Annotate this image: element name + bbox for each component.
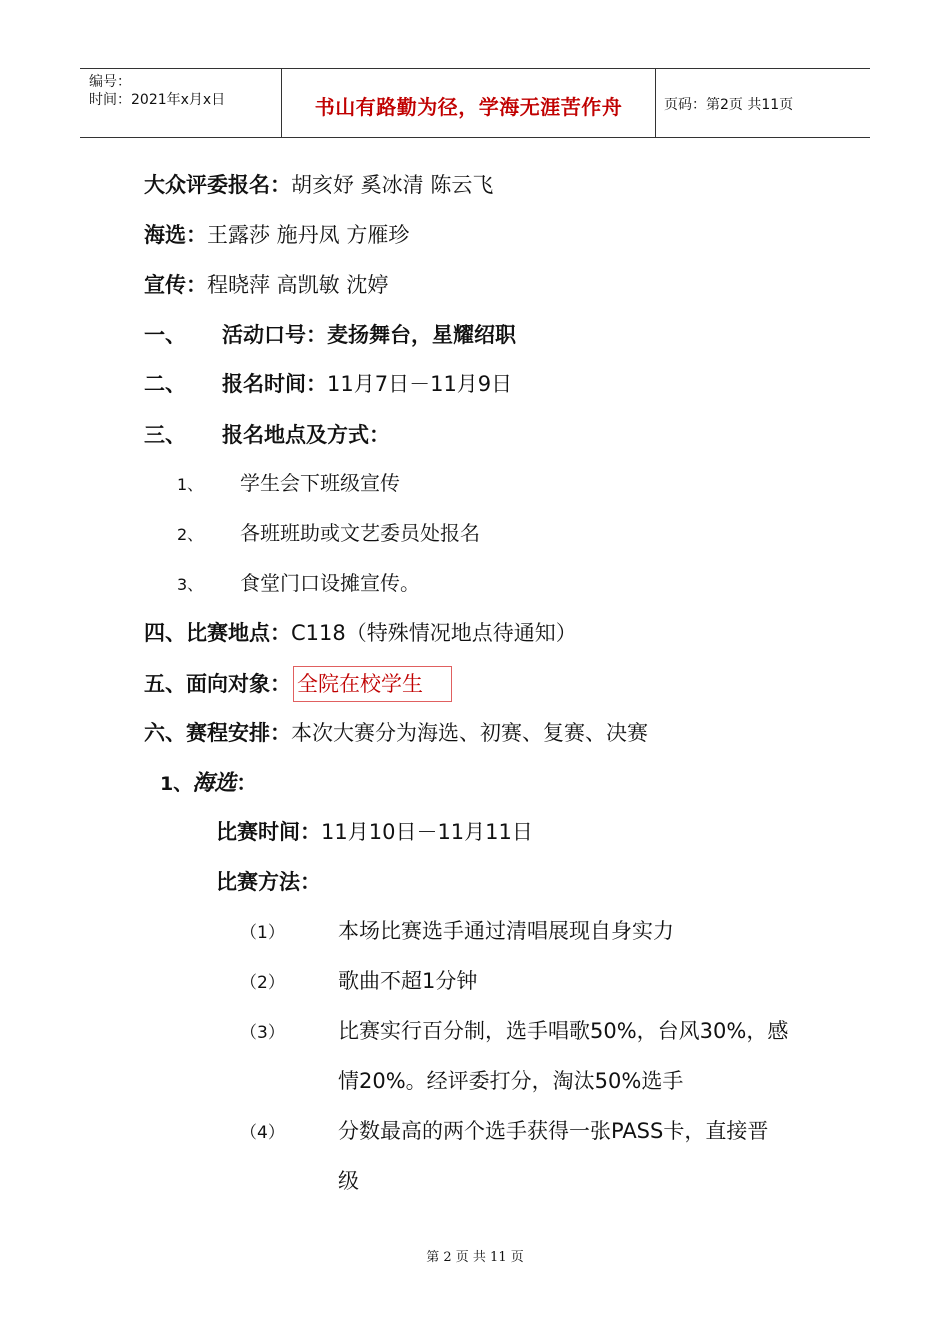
method-number: 2、 xyxy=(177,525,204,544)
rule-text: 情20%。经评委打分，淘汰50%选手 xyxy=(338,1069,684,1093)
subsection-number: 1、 xyxy=(160,773,193,795)
method-text: 各班班助或文艺委员处报名 xyxy=(240,521,480,545)
judges-names: 胡亥妤 奚冰清 陈云飞 xyxy=(291,173,494,197)
section-venue xyxy=(144,619,577,647)
section-schedule xyxy=(144,719,648,747)
method-item xyxy=(177,569,420,599)
header-motto-cell xyxy=(281,69,656,137)
promo-label: 宣传： xyxy=(144,273,207,297)
promo-staff-line xyxy=(144,271,388,299)
schedule-value: 本次大赛分为海选、初赛、复赛、决赛 xyxy=(291,721,648,745)
signup-place-title: 报名地点及方式： xyxy=(222,423,390,447)
method-item xyxy=(177,519,480,549)
match-method-label: 比赛方法： xyxy=(216,870,321,894)
rule-text: 比赛实行百分制，选手唱歌50%，台风30%，感 xyxy=(338,1019,789,1043)
promo-names: 程晓萍 高凯敏 沈婷 xyxy=(207,273,389,297)
signup-time-value: 11月7日－11月9日 xyxy=(327,372,513,396)
match-time-label: 比赛时间： xyxy=(216,820,321,844)
signup-time-label: 报名时间： xyxy=(222,372,327,396)
motto: 书山有路勤为径，学海无涯苦作舟 xyxy=(314,95,623,119)
method-number: 3、 xyxy=(177,575,204,594)
subsection-colon: ： xyxy=(236,771,258,795)
rule-text: 歌曲不超1分钟 xyxy=(338,969,478,993)
slogan-text: 活动口号：麦扬舞台，星耀绍职 xyxy=(222,323,516,347)
section-number: 一、 xyxy=(144,323,186,347)
method-number: 1、 xyxy=(177,475,204,494)
audition-names: 王露莎 施丹凤 方雁珍 xyxy=(207,223,410,247)
rule-text: 级 xyxy=(338,1169,359,1193)
section-number: 二、 xyxy=(144,372,186,396)
subsection-title: 海选 xyxy=(192,770,237,796)
subsection-audition xyxy=(160,769,257,798)
venue-label: 四、比赛地点： xyxy=(144,621,291,645)
audience-label: 五、面向对象： xyxy=(144,672,291,696)
rule-text: 本场比赛选手通过清唱展现自身实力 xyxy=(338,919,674,943)
schedule-label: 六、赛程安排： xyxy=(144,721,291,745)
document-header xyxy=(80,68,870,138)
rule-text: 分数最高的两个选手获得一张PASS卡，直接晋 xyxy=(338,1119,769,1143)
section-signup-time xyxy=(144,370,513,398)
rule-item xyxy=(240,1117,769,1147)
rule-number: （3） xyxy=(240,1023,285,1043)
rule-number: （4） xyxy=(240,1123,285,1143)
match-time-line xyxy=(216,818,533,846)
judges-line xyxy=(144,171,493,199)
match-time-value: 11月10日－11月11日 xyxy=(321,820,533,844)
rule-number: （1） xyxy=(240,923,285,943)
date-label: 时间：2021年x月x日 xyxy=(89,92,226,108)
venue-value: C118（特殊情况地点待通知） xyxy=(291,621,577,645)
rule-number: （2） xyxy=(240,973,285,993)
section-number: 三、 xyxy=(144,423,186,447)
page-footer: 第 2 页 共 11 页 xyxy=(426,1250,524,1265)
audience-value: 全院在校学生 xyxy=(293,666,452,702)
method-text: 食堂门口设摊宣传。 xyxy=(240,571,420,595)
audition-staff-line xyxy=(144,221,409,249)
judges-label: 大众评委报名： xyxy=(144,173,291,197)
rule-item xyxy=(240,917,674,947)
section-slogan xyxy=(144,321,516,349)
header-meta-cell xyxy=(80,69,281,137)
method-text: 学生会下班级宣传 xyxy=(240,471,400,495)
header-page-cell xyxy=(656,69,870,137)
section-audience xyxy=(144,666,452,702)
page-info: 页码：第2页 共11页 xyxy=(664,97,794,113)
rule-item xyxy=(240,1017,789,1047)
rule-item xyxy=(240,967,478,997)
section-signup-place xyxy=(144,421,390,449)
number-label: 编号： xyxy=(89,74,131,90)
audition-label: 海选： xyxy=(144,223,207,247)
method-item xyxy=(177,469,400,499)
